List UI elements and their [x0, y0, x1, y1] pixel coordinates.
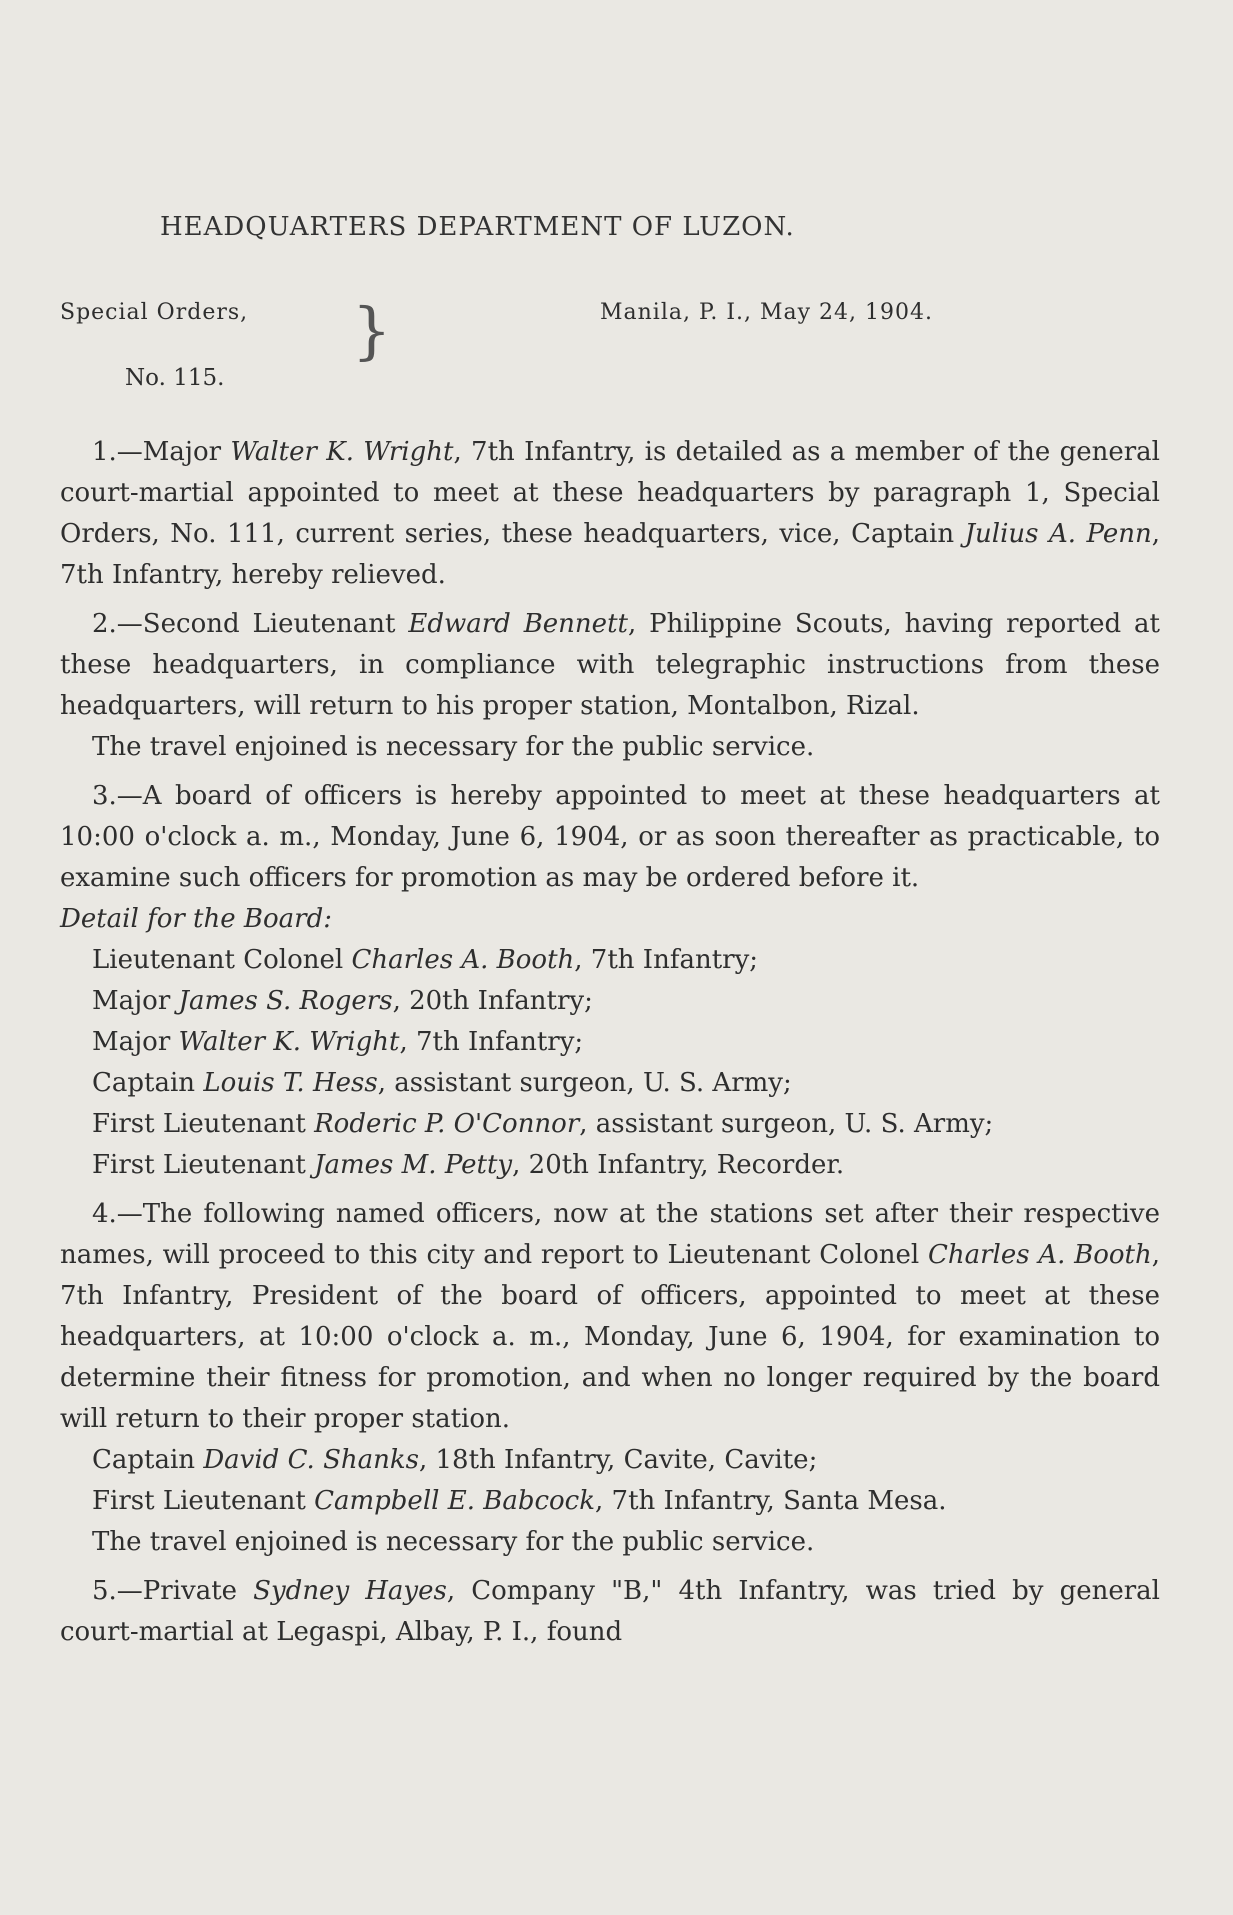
board-member-name: Walter K. Wright: [178, 1027, 400, 1057]
paragraph-4-text-b: , 7th Infantry, President of the board of officers, appointed to meet at these headquarters, at 10:00 o'clock a. m., Monday, June 6, 1904, for examination to determine their fitness for promotion, and when no longer required by the board will return to their proper station.: [60, 1240, 1160, 1434]
board-member: [60, 1063, 1160, 1104]
paragraph-2-name: Edward Bennett: [408, 609, 628, 639]
paragraph-2-text-a: 2.—Second Lieutenant: [92, 609, 409, 639]
officer-entry: [60, 1481, 1160, 1522]
board-member-unit: , assistant surgeon, U. S. Army;: [579, 1109, 994, 1139]
board-member-rank: First Lieutenant: [92, 1109, 315, 1139]
officer-entry: [60, 1440, 1160, 1481]
officer-rank: Captain: [92, 1445, 204, 1475]
board-member-unit: , 20th Infantry;: [392, 986, 593, 1016]
board-member-name: James M. Petty: [314, 1150, 513, 1180]
order-body: [60, 432, 1160, 1653]
board-member-name: James S. Rogers: [178, 986, 393, 1016]
paragraph-1-name-2: Julius A. Penn: [964, 519, 1152, 549]
board-member-unit: , assistant surgeon, U. S. Army;: [377, 1068, 792, 1098]
paragraph-2: [60, 604, 1160, 727]
detail-heading: Detail for the Board:: [60, 904, 332, 934]
paragraph-1: [60, 432, 1160, 596]
paragraph-1-text-a: 1.—Major: [92, 437, 231, 467]
board-member-unit: , 20th Infantry, Recorder.: [512, 1150, 845, 1180]
board-member-name: Roderic P. O'Connor: [314, 1109, 580, 1139]
paragraph-2-travel: The travel enjoined is necessary for the public service.: [92, 732, 815, 762]
board-member-rank: Major: [92, 986, 179, 1016]
board-member-rank: Lieutenant Colonel: [92, 945, 352, 975]
document-heading: HEADQUARTERS DEPARTMENT OF LUZON.: [160, 212, 795, 242]
officer-rank: First Lieutenant: [92, 1486, 315, 1516]
board-member-name: Louis T. Hess: [203, 1068, 378, 1098]
board-member-rank: Captain: [92, 1068, 204, 1098]
paragraph-1-name-1: Walter K. Wright: [230, 437, 454, 467]
board-member-unit: , 7th Infantry;: [399, 1027, 584, 1057]
officer-list: [60, 1440, 1160, 1522]
paragraph-4-text-a: 4.—The following named officers, now at the stations set after their respective names, will proceed to this city and report to Lieutenant Colonel: [60, 1199, 1160, 1270]
special-orders-label: Special Orders,: [60, 300, 249, 325]
officer-station: , 18th Infantry, Cavite, Cavite;: [418, 1445, 818, 1475]
paragraph-4: [60, 1194, 1160, 1440]
brace-mark: }: [352, 294, 392, 367]
paragraph-1-text-b: , 7th Infantry, is detailed as a member of the general court-martial appointed to meet at these headquarters by paragraph 1, Special Orders, No. 111, current series, these headquarters, vice, Captain: [60, 437, 1160, 549]
board-member-rank: First Lieutenant: [92, 1150, 315, 1180]
board-member: [60, 940, 1160, 981]
special-orders-number: No. 115.: [125, 365, 225, 391]
officer-name: David C. Shanks: [203, 1445, 419, 1475]
board-member: [60, 1145, 1160, 1186]
paragraph-5-text-a: 5.—Private: [92, 1576, 254, 1606]
paragraph-1-text-c: , 7th Infantry, hereby relieved.: [60, 519, 1160, 590]
board-member-rank: Major: [92, 1027, 179, 1057]
board-member: [60, 981, 1160, 1022]
officer-name: Campbell E. Babcock: [314, 1486, 596, 1516]
board-member: [60, 1022, 1160, 1063]
board-member: [60, 1104, 1160, 1145]
paragraph-5-name: Sydney Hayes: [253, 1576, 447, 1606]
board-member-name: Charles A. Booth: [351, 945, 575, 975]
paragraph-2-text-b: , Philippine Scouts, having reported at these headquarters, in compliance with telegraphic instructions from these headquarters, will return to his proper station, Montalbon, Rizal.: [60, 609, 1160, 721]
paragraph-4-travel: The travel enjoined is necessary for the public service.: [92, 1527, 815, 1557]
paragraph-4-name: Charles A. Booth: [927, 1240, 1152, 1270]
paragraph-3: 3.—A board of officers is hereby appointed to meet at these headquarters at 10:00 o'clock a. m., Monday, June 6, 1904, or as soon thereafter as practicable, to examine such officers for promotion as may be ordered before it.: [60, 781, 1160, 893]
board-member-unit: , 7th Infantry;: [574, 945, 759, 975]
paragraph-5-text-b: , Company "B," 4th Infantry, was tried by general court-martial at Legaspi, Albay, P. I., found: [60, 1576, 1160, 1647]
officer-station: , 7th Infantry, Santa Mesa.: [595, 1486, 947, 1516]
place-date: Manila, P. I., May 24, 1904.: [600, 300, 934, 325]
board-roster: [60, 940, 1160, 1186]
paragraph-5: [60, 1571, 1160, 1653]
